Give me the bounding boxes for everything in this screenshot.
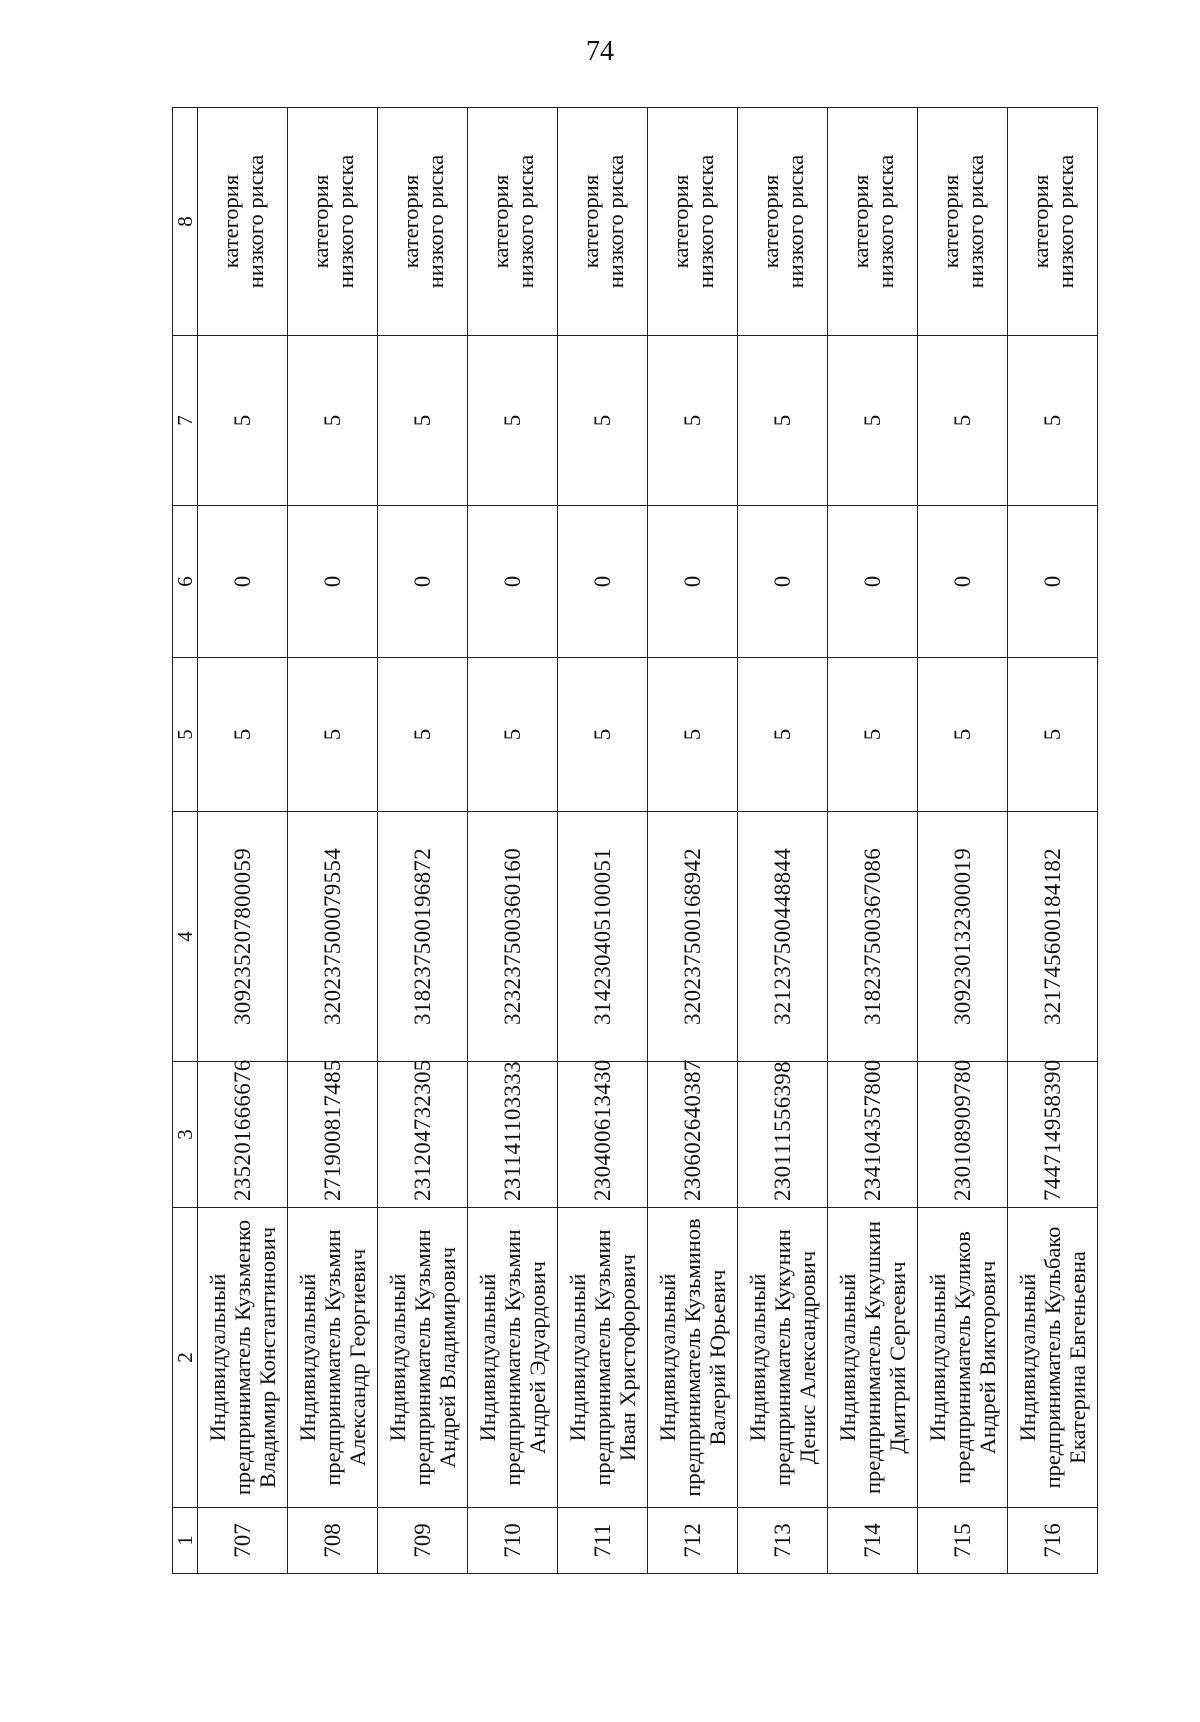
entrepreneur-name <box>1008 1208 1098 1508</box>
risk-category-line: низкого риска <box>1052 154 1078 289</box>
risk-category-line: категория <box>397 174 423 269</box>
risk-category <box>288 108 378 336</box>
entrepreneur-name <box>648 1208 738 1508</box>
column-7-value: 5 <box>468 336 558 506</box>
entrepreneur-name-line: Андрей Владимирович <box>435 1246 460 1469</box>
inn-value: 235201666676 <box>198 1062 288 1208</box>
entrepreneur-name-line: предприниматель Кукушкин <box>860 1220 885 1495</box>
risk-category-line: низкого риска <box>782 154 808 289</box>
column-7-value: 5 <box>378 336 468 506</box>
entrepreneur-name-line: Индивидуальный <box>295 1273 320 1442</box>
table-row <box>738 108 828 1574</box>
entrepreneur-name-line: предприниматель Кузьмин <box>500 1229 525 1486</box>
ogrn-value: 309230132300019 <box>918 812 1008 1062</box>
column-6-value: 0 <box>828 506 918 658</box>
risk-category-line: низкого риска <box>512 154 538 289</box>
entrepreneur-name-line: предприниматель Кузьмин <box>410 1229 435 1486</box>
column-6-value: 0 <box>918 506 1008 658</box>
column-6-value: 0 <box>198 506 288 658</box>
column-5-value: 5 <box>648 658 738 812</box>
risk-category <box>648 108 738 336</box>
header-cell-2: 2 <box>173 1208 198 1508</box>
entrepreneur-name-line: Индивидуальный <box>655 1273 680 1442</box>
inn-value: 230108909780 <box>918 1062 1008 1208</box>
column-7-value: 5 <box>648 336 738 506</box>
column-5-value: 5 <box>468 658 558 812</box>
risk-category-line: категория <box>847 174 873 269</box>
risk-category <box>828 108 918 336</box>
column-7-value: 5 <box>828 336 918 506</box>
risk-category-line: категория <box>307 174 333 269</box>
row-number: 716 <box>1008 1508 1098 1574</box>
entrepreneur-name <box>468 1208 558 1508</box>
entrepreneur-name <box>198 1208 288 1508</box>
entrepreneur-name-line: предприниматель Кукунин <box>770 1229 795 1486</box>
inn-value: 230111556398 <box>738 1062 828 1208</box>
table-row <box>468 108 558 1574</box>
table-row <box>648 108 738 1574</box>
entrepreneur-name-line: Индивидуальный <box>835 1273 860 1442</box>
row-number: 713 <box>738 1508 828 1574</box>
header-cell-7: 7 <box>173 336 198 506</box>
column-7-value: 5 <box>738 336 828 506</box>
header-cell-4: 4 <box>173 812 198 1062</box>
column-7-value: 5 <box>918 336 1008 506</box>
risk-category <box>198 108 288 336</box>
ogrn-value: 318237500196872 <box>378 812 468 1062</box>
rotated-table-wrapper <box>172 108 1098 1574</box>
column-5-value: 5 <box>738 658 828 812</box>
entrepreneur-name-line: Индивидуальный <box>1015 1273 1040 1442</box>
entrepreneur-name-line: Андрей Эдуардович <box>525 1261 550 1454</box>
column-6-value: 0 <box>288 506 378 658</box>
registry-table <box>172 107 1098 1574</box>
risk-category-line: низкого риска <box>242 154 268 289</box>
header-cell-1: 1 <box>173 1508 198 1574</box>
column-6-value: 0 <box>558 506 648 658</box>
risk-category-line: категория <box>217 174 243 269</box>
entrepreneur-name <box>288 1208 378 1508</box>
ogrn-value: 320237500168942 <box>648 812 738 1062</box>
table-row <box>288 108 378 1574</box>
entrepreneur-name-line: Индивидуальный <box>745 1273 770 1442</box>
risk-category <box>558 108 648 336</box>
risk-category-line: категория <box>577 174 603 269</box>
risk-category-line: низкого риска <box>422 154 448 289</box>
risk-category-line: категория <box>1027 174 1053 269</box>
column-6-value: 0 <box>1008 506 1098 658</box>
ogrn-value: 320237500079554 <box>288 812 378 1062</box>
table-row <box>828 108 918 1574</box>
column-7-value: 5 <box>288 336 378 506</box>
entrepreneur-name-line: Индивидуальный <box>475 1273 500 1442</box>
entrepreneur-name-line: предприниматель Кузьменко <box>230 1219 255 1496</box>
entrepreneur-name-line: предприниматель Кузьмин <box>590 1229 615 1486</box>
row-number: 708 <box>288 1508 378 1574</box>
ogrn-value: 314230405100051 <box>558 812 648 1062</box>
entrepreneur-name-line: Валерий Юрьевич <box>705 1269 730 1446</box>
header-cell-5: 5 <box>173 658 198 812</box>
column-7-value: 5 <box>558 336 648 506</box>
entrepreneur-name-line: предприниматель Куликов <box>950 1231 975 1484</box>
entrepreneur-name-line: Александр Георгиевич <box>345 1248 370 1467</box>
risk-category-line: категория <box>757 174 783 269</box>
column-6-value: 0 <box>648 506 738 658</box>
ogrn-value: 318237500367086 <box>828 812 918 1062</box>
table-row <box>558 108 648 1574</box>
column-5-value: 5 <box>1008 658 1098 812</box>
entrepreneur-name-line: Индивидуальный <box>925 1273 950 1442</box>
risk-category <box>1008 108 1098 336</box>
risk-category <box>918 108 1008 336</box>
ogrn-value: 323237500360160 <box>468 812 558 1062</box>
row-number: 712 <box>648 1508 738 1574</box>
row-number: 707 <box>198 1508 288 1574</box>
header-cell-8: 8 <box>173 108 198 336</box>
inn-value: 744714958390 <box>1008 1062 1098 1208</box>
table-row <box>1008 108 1098 1574</box>
entrepreneur-name-line: Дмитрий Сергеевич <box>885 1261 910 1454</box>
entrepreneur-name-line: Индивидуальный <box>385 1273 410 1442</box>
column-6-value: 0 <box>738 506 828 658</box>
table-body <box>173 108 1098 1574</box>
inn-value: 234104357800 <box>828 1062 918 1208</box>
header-cell-6: 6 <box>173 506 198 658</box>
inn-value: 271900817485 <box>288 1062 378 1208</box>
risk-category-line: категория <box>937 174 963 269</box>
table-row <box>198 108 288 1574</box>
risk-category <box>738 108 828 336</box>
header-row <box>173 108 198 1574</box>
column-7-value: 5 <box>1008 336 1098 506</box>
row-number: 715 <box>918 1508 1008 1574</box>
entrepreneur-name <box>558 1208 648 1508</box>
risk-category <box>378 108 468 336</box>
risk-category-line: категория <box>487 174 513 269</box>
column-5-value: 5 <box>918 658 1008 812</box>
ogrn-value: 321237500448844 <box>738 812 828 1062</box>
entrepreneur-name <box>738 1208 828 1508</box>
row-number: 711 <box>558 1508 648 1574</box>
risk-category-line: низкого риска <box>332 154 358 289</box>
entrepreneur-name <box>828 1208 918 1508</box>
entrepreneur-name-line: предприниматель Кульбако <box>1040 1226 1065 1489</box>
entrepreneur-name-line: Денис Александрович <box>795 1250 820 1465</box>
entrepreneur-name-line: Андрей Викторович <box>975 1260 1000 1455</box>
column-6-value: 0 <box>468 506 558 658</box>
row-number: 709 <box>378 1508 468 1574</box>
entrepreneur-name-line: Индивидуальный <box>565 1273 590 1442</box>
table-row <box>918 108 1008 1574</box>
entrepreneur-name-line: Екатерина Евгеньевна <box>1065 1251 1090 1464</box>
inn-value: 230602640387 <box>648 1062 738 1208</box>
risk-category-line: низкого риска <box>872 154 898 289</box>
column-5-value: 5 <box>198 658 288 812</box>
risk-category <box>468 108 558 336</box>
entrepreneur-name-line: предприниматель Кузьминов <box>680 1218 705 1497</box>
entrepreneur-name-line: Владимир Константинович <box>255 1226 280 1489</box>
risk-category-line: низкого риска <box>602 154 628 289</box>
inn-value: 231141103333 <box>468 1062 558 1208</box>
column-5-value: 5 <box>378 658 468 812</box>
risk-category-line: низкого риска <box>962 154 988 289</box>
ogrn-value: 309235207800059 <box>198 812 288 1062</box>
entrepreneur-name-line: Иван Христофорович <box>615 1254 640 1461</box>
table-row <box>378 108 468 1574</box>
column-7-value: 5 <box>198 336 288 506</box>
entrepreneur-name-line: Индивидуальный <box>205 1273 230 1442</box>
column-5-value: 5 <box>288 658 378 812</box>
inn-value: 231204732305 <box>378 1062 468 1208</box>
header-cell-3: 3 <box>173 1062 198 1208</box>
entrepreneur-name-line: предприниматель Кузьмин <box>320 1229 345 1486</box>
entrepreneur-name <box>378 1208 468 1508</box>
page-number: 74 <box>586 36 614 67</box>
entrepreneur-name <box>918 1208 1008 1508</box>
column-5-value: 5 <box>828 658 918 812</box>
row-number: 714 <box>828 1508 918 1574</box>
column-5-value: 5 <box>558 658 648 812</box>
column-6-value: 0 <box>378 506 468 658</box>
risk-category-line: категория <box>667 174 693 269</box>
registry-table-area <box>172 108 1098 1574</box>
risk-category-line: низкого риска <box>692 154 718 289</box>
row-number: 710 <box>468 1508 558 1574</box>
inn-value: 230400613430 <box>558 1062 648 1208</box>
ogrn-value: 321745600184182 <box>1008 812 1098 1062</box>
